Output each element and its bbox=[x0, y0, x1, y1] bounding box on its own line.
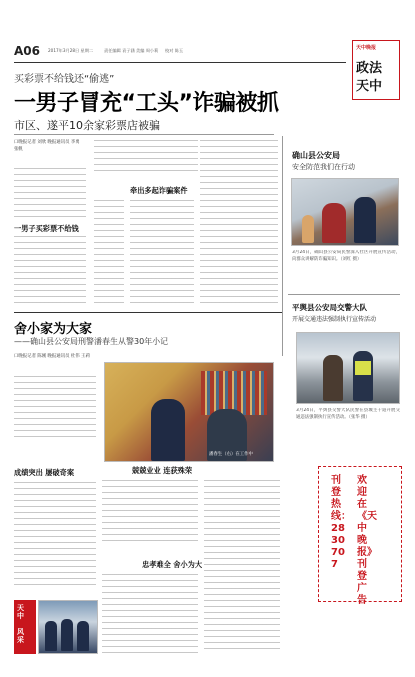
group-figure-1 bbox=[45, 621, 57, 651]
ad-line-1: 欢迎在《天中晚报》刊登广告 bbox=[357, 475, 377, 606]
dateline: 2017年3月28日 星期二 bbox=[48, 48, 94, 53]
traffic-subtitle: 开展交通违法强制执行宣传活动 bbox=[292, 316, 377, 323]
headline-rule bbox=[14, 134, 274, 135]
main-body-col1b bbox=[14, 236, 86, 304]
officer-figure bbox=[354, 197, 376, 243]
feature-subtitle-2: 兢兢业业 连获殊荣 bbox=[132, 466, 193, 475]
citizen-figure bbox=[323, 355, 343, 401]
badge-text-2: 风采 bbox=[17, 628, 24, 644]
main-subtitle-2: 牵出多起诈骗案件 bbox=[130, 186, 188, 195]
resident-figure bbox=[322, 203, 346, 243]
main-body-col3 bbox=[200, 140, 278, 304]
section-name-2: 天中 bbox=[356, 79, 383, 94]
reflective-vest bbox=[355, 361, 371, 375]
ad-box bbox=[318, 466, 402, 606]
main-byline: 口晚报记者 刘欣 晚报通讯员 李勇 张帆 bbox=[14, 140, 80, 152]
sidebar-title: 确山县公安局 bbox=[292, 151, 340, 160]
feature-photo-caption: 潘春生（右）在工作中 bbox=[209, 452, 253, 457]
main-subhead: 市区、遂平10余家彩票店被骗 bbox=[14, 119, 160, 132]
page-number: A06 bbox=[14, 44, 40, 58]
page-header bbox=[14, 42, 400, 62]
designer-credit: 美编 周小莉 bbox=[136, 48, 159, 53]
editor-credit: 责任编辑 袁子涵 bbox=[104, 48, 135, 53]
traffic-title: 平舆县公安局交警大队 bbox=[292, 303, 367, 312]
feature-body-col2a bbox=[102, 480, 198, 544]
feature-body-col1 bbox=[14, 482, 96, 588]
logo-text: 天中晚报 bbox=[356, 45, 377, 51]
sidebar-mid-rule bbox=[288, 294, 400, 295]
feature-subtitle-3: 忠孝难全 舍小为大 bbox=[142, 560, 203, 569]
main-body-col2b bbox=[130, 200, 194, 304]
feature-photo bbox=[104, 362, 274, 462]
feature-body-col3 bbox=[204, 480, 280, 654]
traffic-photo bbox=[296, 332, 400, 404]
feature-badge bbox=[14, 600, 36, 654]
feature-title: 舍小家为大家 bbox=[14, 322, 93, 337]
main-subtitle-1: 一男子买彩票不给钱 bbox=[14, 224, 79, 233]
officers-group-photo bbox=[38, 600, 98, 654]
sidebar-divider bbox=[282, 136, 283, 356]
sidebar-caption: 3月24日，确山县公安局民警深入社区开展宣传活动，向群众讲解防诈骗知识。（刘红 摄） bbox=[292, 250, 400, 262]
group-figure-2 bbox=[61, 619, 73, 651]
traffic-caption: 3月24日，平舆县交警大队民警在县城主干道开展交通违法强制执行宣传活动。（张华 摄） bbox=[296, 408, 400, 420]
feature-subtitle: ——确山县公安局刑警潘春生从警30年小记 bbox=[14, 337, 169, 346]
officer-portrait bbox=[151, 399, 185, 461]
sidebar-subtitle: 安全防范我们在行动 bbox=[292, 163, 355, 171]
feature-body-col2b bbox=[102, 574, 198, 654]
header-rule bbox=[14, 62, 346, 63]
sidebar-photo bbox=[291, 178, 399, 246]
main-body-col1a bbox=[14, 168, 86, 218]
feature-subtitle-1: 成绩突出 屡破奇案 bbox=[14, 468, 75, 477]
group-figure-3 bbox=[77, 621, 89, 651]
proof-credit: 校对 陈玉 bbox=[165, 48, 184, 53]
child-figure bbox=[302, 215, 314, 243]
kicker: 买彩票不给钱还“偷逃” bbox=[14, 74, 115, 85]
feature-byline: 口晚报记者 陈刚 晚报通讯员 杜伟 王莉 bbox=[14, 354, 90, 359]
main-headline: 一男子冒充“工头”诈骗被抓 bbox=[14, 91, 279, 116]
ad-line-2: 刊登热线：2830707 bbox=[331, 475, 351, 570]
main-body-col2a bbox=[94, 140, 198, 176]
feature-top-rule bbox=[14, 312, 282, 313]
section-box bbox=[352, 40, 400, 100]
feature-intro bbox=[14, 376, 96, 440]
main-body-col2c bbox=[94, 200, 124, 304]
badge-text-1: 天中 bbox=[17, 604, 24, 620]
section-name-1: 政法 bbox=[356, 61, 383, 76]
officer-figure-traffic bbox=[353, 351, 373, 401]
